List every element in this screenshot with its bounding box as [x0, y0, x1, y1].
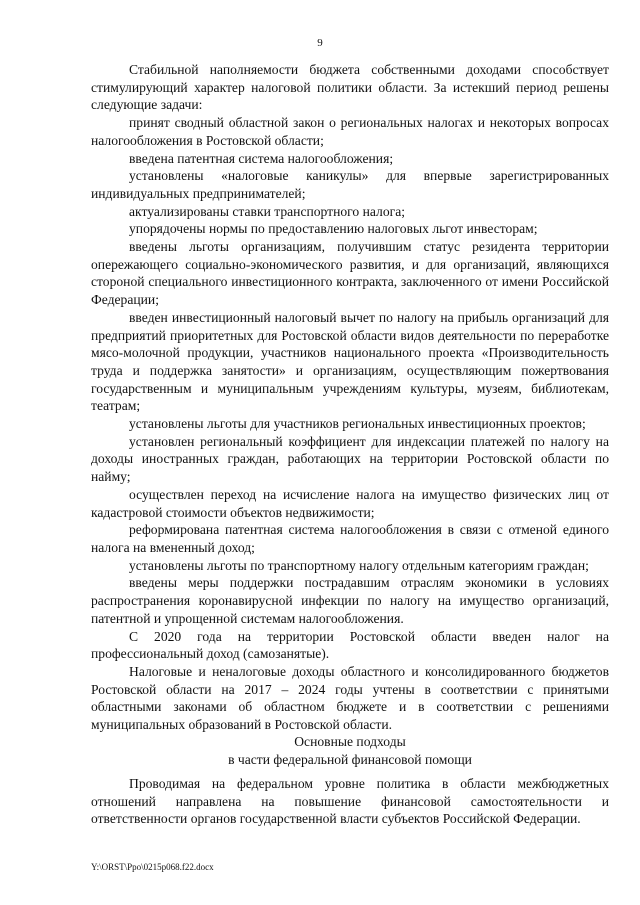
- paragraph: введены льготы организациям, получившим статус резидента территории опережающего социально-экономического развития, и для организаций, являющихся стороной специального инвестиционного контракта, заключенного от имени Российской Федерации;: [91, 239, 609, 308]
- section-body: [91, 775, 609, 828]
- section-heading: [91, 733, 609, 768]
- paragraph: установлен региональный коэффициент для индексации платежей по налогу на доходы иностранных граждан, работающих на территории Ростовской области по найму;: [91, 433, 609, 485]
- document-body: [91, 61, 609, 734]
- paragraph: Налоговые и неналоговые доходы областного и консолидированного бюджетов Ростовской области на 2017 – 2024 годы учтены в соответствии с принятыми областными законами об областном бюджете и в соответствии с решениями муниципальных образований в Ростовской области.: [91, 663, 609, 733]
- paragraph: С 2020 года на территории Ростовской области введен налог на профессиональный доход (самозанятые).: [91, 628, 609, 662]
- footer-file-path: Y:\ORST\Ppo\0215p068.f22.docx: [91, 862, 214, 872]
- section-heading-line: Основные подходы: [294, 734, 406, 749]
- paragraph: упорядочены нормы по предоставлению налоговых льгот инвесторам;: [129, 221, 538, 237]
- paragraph: установлены льготы по транспортному налогу отдельным категориям граждан;: [129, 557, 589, 573]
- page-number: 9: [317, 37, 323, 49]
- section-heading-line: в части федеральной финансовой помощи: [228, 751, 472, 767]
- paragraph: введена патентная система налогообложения;: [129, 150, 394, 166]
- paragraph: актуализированы ставки транспортного налога;: [129, 203, 406, 219]
- paragraph: реформирована патентная система налогообложения в связи с отменой единого налога на вмененный доход;: [91, 522, 609, 555]
- paragraph: принят сводный областной закон о региональных налогах и некоторых вопросах налогообложения в Ростовской области;: [91, 115, 609, 148]
- paragraph: введен инвестиционный налоговый вычет по налогу на прибыль организаций для предприятий приоритетных для Ростовской области видов деятельности по переработке мясо-молочной продукции, участников национального проекта «Производительность труда и поддержка занятости» и организациям, осуществляющим пожертвования государственным и муниципальным учреждениям культуры, музеям, библиотекам, театрам;: [91, 309, 609, 414]
- paragraph: установлены «налоговые каникулы» для впервые зарегистрированных индивидуальных предпринимателей;: [91, 168, 609, 201]
- paragraph: Стабильной наполняемости бюджета собственными доходами способствует стимулирующий характер налоговой политики области. За истекший период решены следующие задачи:: [91, 62, 609, 113]
- paragraph: установлены льготы для участников региональных инвестиционных проектов;: [129, 416, 586, 432]
- paragraph: осуществлен переход на исчисление налога на имущество физических лиц от кадастровой стоимости объектов недвижимости;: [91, 486, 609, 520]
- paragraph: введены меры поддержки пострадавшим отраслям экономики в условиях распространения коронавирусной инфекции по налогу на имущество организаций, патентной и упрощенной системам налогообложения.: [91, 575, 609, 626]
- paragraph: Проводимая на федеральном уровне политика в области межбюджетных отношений направлена на повышение финансовой самостоятельности и ответственности органов государственной власти субъектов Российской Федерации.: [91, 776, 609, 827]
